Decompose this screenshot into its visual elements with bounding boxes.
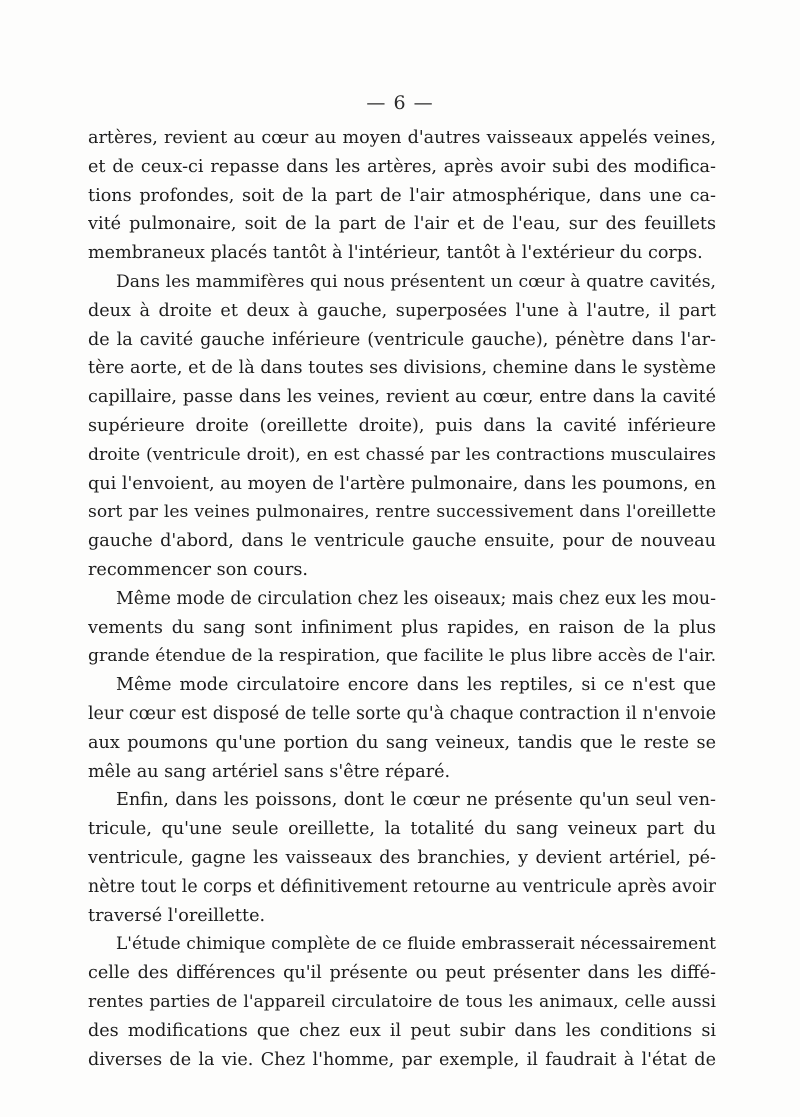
text-line: mêle au sang artériel sans s'être réparé. — [88, 761, 451, 782]
text-line: et de ceux-ci repasse dans les artères, après avoir subi des modifica- — [88, 156, 716, 177]
text-line: ventricule, gagne les vaisseaux des branchies, y devient artériel, pé- — [88, 847, 716, 868]
text-line: Dans les mammifères qui nous présentent un cœur à quatre cavités, — [116, 271, 716, 292]
text-line: traversé l'oreillette. — [88, 905, 266, 926]
text-line: recommencer son cours. — [88, 559, 308, 580]
text-line: grande étendue de la respiration, que facilite le plus libre accès de l'air. — [88, 646, 716, 667]
text-line: leur cœur est disposé de telle sorte qu'à chaque contraction il n'envoie — [88, 703, 716, 724]
text-line: artères, revient au cœur au moyen d'autres vaisseaux appelés veines, — [88, 128, 716, 148]
text-line: Enfin, dans les poissons, dont le cœur ne présente qu'un seul ven- — [116, 790, 716, 811]
text-line: vements du sang sont infiniment plus rapides, en raison de la plus — [88, 617, 716, 638]
text-line: deux à droite et deux à gauche, superposées l'une à l'autre, il part — [88, 300, 716, 321]
text-line: capillaire, passe dans les veines, revient au cœur, entre dans la cavité — [88, 387, 716, 408]
text-line: qui l'envoient, au moyen de l'artère pulmonaire, dans les poumons, en — [88, 473, 716, 494]
text-line: diverses de la vie. Chez l'homme, par exemple, il faudrait à l'état de — [88, 1049, 716, 1070]
text-line: Même mode circulatoire encore dans les reptiles, si ce n'est que — [116, 675, 716, 696]
text-line: des modifications que chez eux il peut subir dans les conditions si — [88, 1020, 716, 1041]
text-line: de la cavité gauche inférieure (ventricule gauche), pénètre dans l'ar- — [88, 329, 716, 350]
text-line: nètre tout le corps et définitivement retourne au ventricule après avoir — [88, 876, 716, 897]
text-line: sort par les veines pulmonaires, rentre successivement dans l'oreillette — [88, 502, 716, 523]
text-line: vité pulmonaire, soit de la part de l'air et de l'eau, sur des feuillets — [88, 214, 716, 235]
text-line: membraneux placés tantôt à l'intérieur, tantôt à l'extérieur du corps. — [88, 243, 703, 264]
text-line: aux poumons qu'une portion du sang veineux, tandis que le reste se — [88, 732, 716, 753]
page-number: — 6 — — [366, 92, 434, 114]
text-line: celle des différences qu'il présente ou peut présenter dans les diffé- — [88, 963, 716, 984]
text-line: rentes parties de l'appareil circulatoire de tous les animaux, celle aussi — [88, 991, 716, 1012]
text-line: Même mode de circulation chez les oiseaux; mais chez eux les mou- — [116, 588, 716, 609]
text-line: tère aorte, et de là dans toutes ses divisions, chemine dans le système — [88, 358, 716, 379]
text-line: droite (ventricule droit), en est chassé par les contractions musculaires — [88, 444, 716, 465]
text-line: supérieure droite (oreillette droite), puis dans la cavité inférieure — [88, 415, 716, 436]
text-line: tions profondes, soit de la part de l'air atmosphérique, dans une ca- — [88, 185, 716, 206]
text-line: L'étude chimique complète de ce fluide embrasserait nécessairement — [116, 934, 716, 955]
text-line: gauche d'abord, dans le ventricule gauche ensuite, pour de nouveau — [88, 531, 716, 552]
text-line: tricule, qu'une seule oreillette, la totalité du sang veineux part du — [88, 819, 716, 840]
body-text — [88, 124, 716, 1074]
